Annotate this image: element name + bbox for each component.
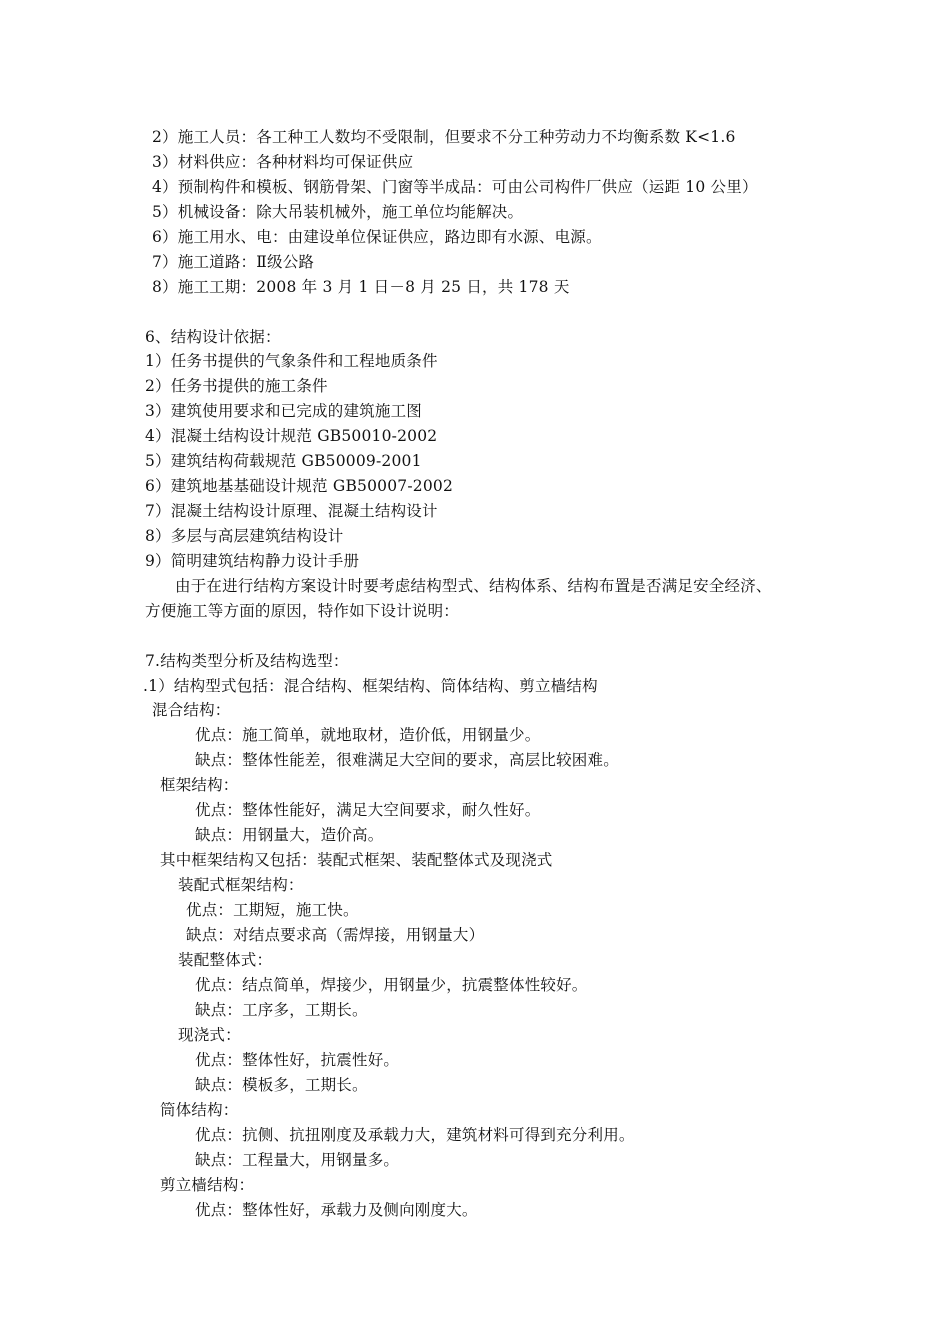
list-item: 3）建筑使用要求和已完成的建筑施工图 — [145, 402, 422, 420]
machinery-line: 5）机械设备：除大吊装机械外，施工单位均能解决。 — [152, 203, 524, 221]
frame-types-line: 其中框架结构又包括：装配式框架、装配整体式及现浇式 — [160, 851, 553, 869]
section-heading-structure-selection: 7.结构类型分析及结构选型： — [145, 652, 349, 670]
water-power-line: 6）施工用水、电：由建设单位保证供应，路边即有水源、电源。 — [152, 228, 602, 246]
cons-line: 缺点：工程量大，用钢量多。 — [195, 1151, 400, 1169]
list-item: 5）建筑结构荷载规范 GB50009-2001 — [145, 452, 422, 470]
pros-line: 优点：整体性好，抗震性好。 — [195, 1051, 400, 1069]
subheading-prefab-frame: 装配式框架结构： — [178, 876, 304, 894]
list-item: 9）简明建筑结构静力设计手册 — [145, 552, 360, 570]
subheading-assembled-monolithic: 装配整体式： — [178, 951, 273, 969]
subheading-tube-structure: 筒体结构： — [160, 1101, 239, 1119]
subheading-cast-in-place: 现浇式： — [178, 1026, 241, 1044]
list-item: 2）任务书提供的施工条件 — [145, 377, 328, 395]
cons-line: 缺点：模板多，工期长。 — [195, 1076, 368, 1094]
pros-line: 优点：抗侧、抗扭刚度及承载力大，建筑材料可得到充分利用。 — [195, 1126, 635, 1144]
pros-line: 优点：整体性能好，满足大空间要求，耐久性好。 — [195, 801, 541, 819]
cons-line: 缺点：工序多，工期长。 — [195, 1001, 368, 1019]
subheading-mixed-structure: 混合结构： — [152, 701, 231, 719]
subheading-frame-structure: 框架结构： — [160, 776, 239, 794]
list-item: 4）混凝土结构设计规范 GB50010-2002 — [145, 427, 438, 445]
paragraph-line: 由于在进行结构方案设计时要考虑结构型式、结构体系、结构布置是否满足安全经济、 — [175, 577, 772, 595]
section-heading-design-basis: 6、结构设计依据： — [145, 328, 281, 346]
material-supply-line: 3）材料供应：各种材料均可保证供应 — [152, 153, 414, 171]
list-item: 1）任务书提供的气象条件和工程地质条件 — [145, 352, 438, 370]
list-item: 7）混凝土结构设计原理、混凝土结构设计 — [145, 502, 438, 520]
construction-workers-line: 2）施工人员：各工种工人数均不受限制，但要求不分工种劳动力不均衡系数 K<1.6 — [152, 128, 736, 146]
cons-line: 缺点：用钢量大，造价高。 — [195, 826, 384, 844]
pros-line: 优点：工期短，施工快。 — [186, 901, 359, 919]
list-item: 8）多层与高层建筑结构设计 — [145, 527, 344, 545]
cons-line: 缺点：对结点要求高（需焊接，用钢量大） — [186, 926, 485, 944]
cons-line: 缺点：整体性能差，很难满足大空间的要求，高层比较困难。 — [195, 751, 619, 769]
construction-road-line: 7）施工道路：Ⅱ级公路 — [152, 253, 315, 271]
pros-line: 优点：施工简单，就地取材，造价低，用钢量少。 — [195, 726, 541, 744]
paragraph-line: 方便施工等方面的原因，特作如下设计说明： — [145, 602, 460, 620]
pros-line: 优点：整体性好，承载力及侧向刚度大。 — [195, 1201, 478, 1219]
construction-period-line: 8）施工工期：2008 年 3 月 1 日－8 月 25 日，共 178 天 — [152, 278, 570, 296]
list-item: 6）建筑地基基础设计规范 GB50007-2002 — [145, 477, 454, 495]
structure-types-line: .1）结构型式包括：混合结构、框架结构、筒体结构、剪立樯结构 — [143, 677, 598, 695]
subheading-shear-wall-structure: 剪立樯结构： — [160, 1176, 255, 1194]
pros-line: 优点：结点简单，焊接少，用钢量少，抗震整体性较好。 — [195, 976, 588, 994]
prefab-components-line: 4）预制构件和模板、钢筋骨架、门窗等半成品：可由公司构件厂供应（运距 10 公里） — [152, 178, 758, 196]
